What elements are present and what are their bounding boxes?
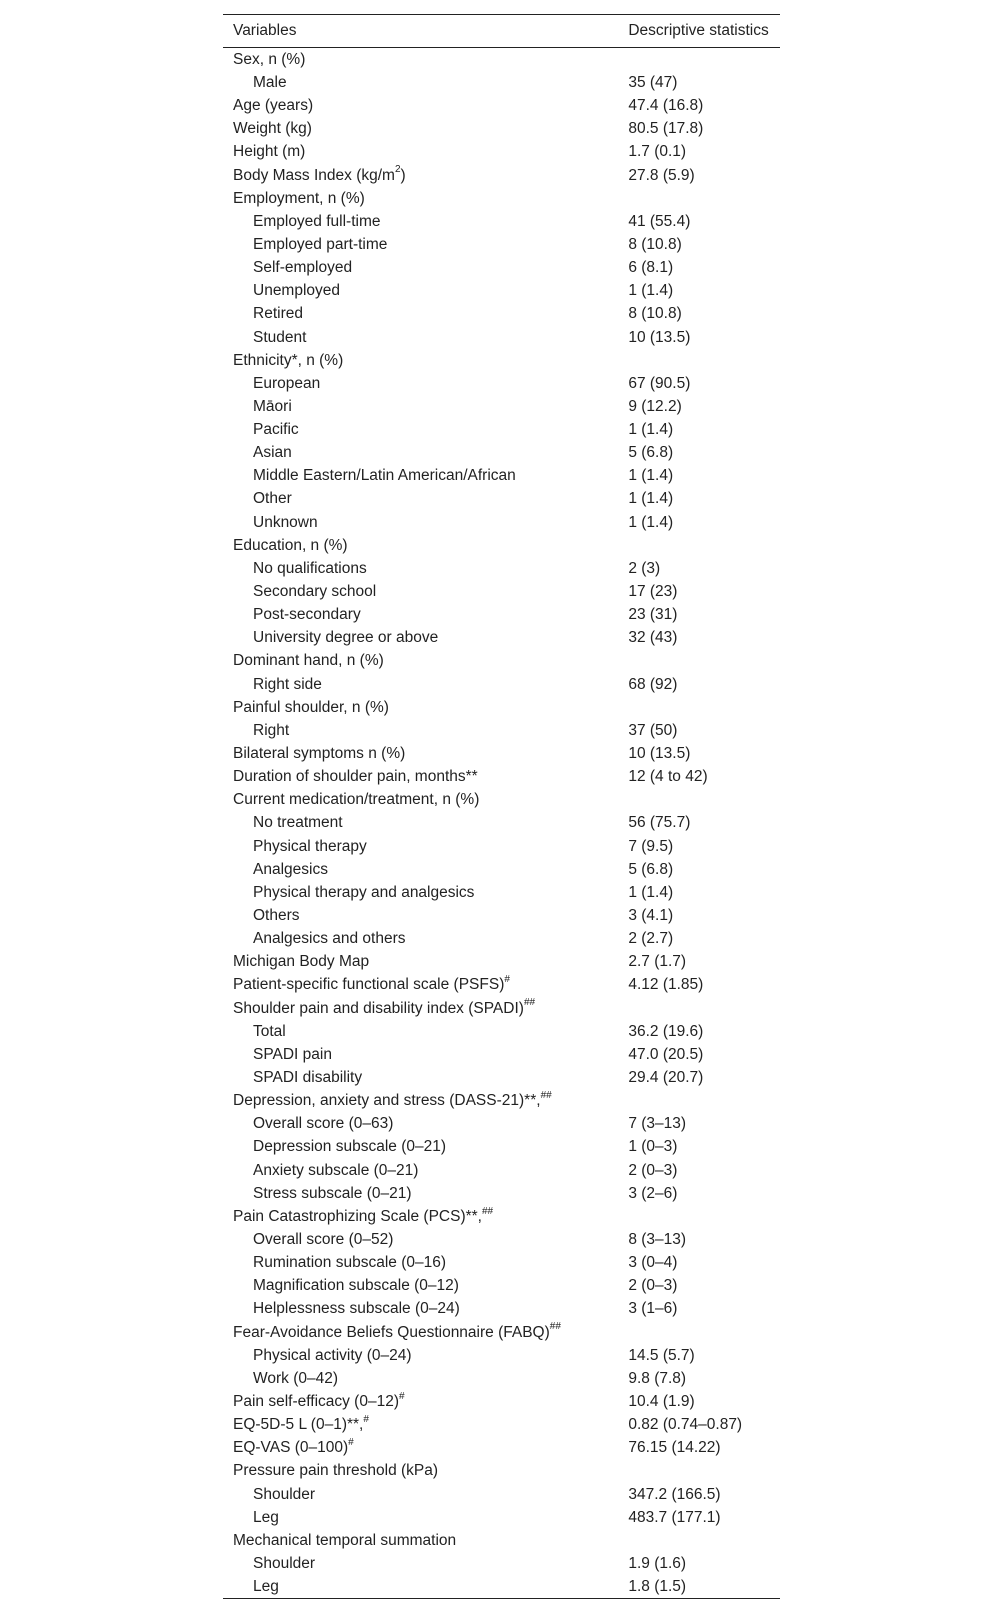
statistic-cell: 32 (43): [628, 629, 678, 647]
statistic-cell: 37 (50): [628, 721, 678, 739]
variable-label: Fear-Avoidance Beliefs Questionnaire (FABQ): [233, 1323, 550, 1341]
statistic-cell: 1 (1.4): [628, 467, 674, 485]
table-row: [223, 488, 780, 511]
variable-label: Retired: [253, 305, 303, 323]
variable-label: Other: [253, 490, 292, 508]
variable-cell: [223, 488, 618, 511]
statistic-cell: 7 (3–13): [628, 1115, 687, 1133]
variable-cell: [223, 557, 618, 580]
statistic-cell: 9.8 (7.8): [628, 1369, 687, 1387]
statistic-cell: 1 (1.4): [628, 421, 674, 439]
variable-label: Others: [253, 907, 300, 925]
table-row: [223, 418, 780, 441]
table-row: [223, 1089, 780, 1112]
variable-label: Michigan Body Map: [233, 953, 370, 971]
table-row: [223, 1529, 780, 1552]
variable-label: Overall score (0–63): [253, 1115, 394, 1133]
table-row: [223, 904, 780, 927]
variable-cell: [223, 465, 618, 488]
statistic-cell: 67 (90.5): [628, 374, 691, 392]
table-row: [223, 233, 780, 256]
variable-cell: [223, 858, 618, 881]
variable-label: Age (years): [233, 97, 314, 115]
table-row: [223, 1436, 780, 1459]
table-row: [223, 1298, 780, 1321]
variable-label: Physical therapy: [253, 837, 367, 855]
variable-cell: [223, 1529, 618, 1552]
variable-label: Painful shoulder, n (%): [233, 698, 389, 716]
statistic-cell: 35 (47): [628, 73, 678, 91]
variable-cell: [223, 580, 618, 603]
variable-cell: [223, 279, 618, 302]
variable-label: EQ-VAS (0–100): [233, 1439, 349, 1457]
table-row: [223, 1182, 780, 1205]
variable-label: Unemployed: [253, 282, 341, 300]
table-row: [223, 812, 780, 835]
statistic-cell: 1.8 (1.5): [628, 1578, 687, 1596]
statistic-cell: [618, 534, 780, 557]
variable-label: Leg: [253, 1508, 279, 1526]
statistic-cell: 68 (92): [628, 675, 678, 693]
variable-label-suffix: ): [400, 166, 406, 184]
footnote-marker: #: [504, 974, 510, 986]
variable-cell: [223, 1089, 618, 1112]
table-row: [223, 742, 780, 765]
table-row: [223, 789, 780, 812]
variable-label: Asian: [253, 444, 292, 462]
variable-cell: [223, 1436, 618, 1459]
variable-label: Māori: [253, 397, 292, 415]
variable-cell: [223, 1228, 618, 1251]
statistic-cell: 76.15 (14.22): [628, 1439, 721, 1457]
variable-label: Right: [253, 721, 290, 739]
variable-cell: [223, 71, 618, 94]
table-row: [223, 1483, 780, 1506]
statistic-cell: 347.2 (166.5): [628, 1485, 721, 1503]
table-row: [223, 210, 780, 233]
variable-cell: [223, 395, 618, 418]
variable-label: SPADI disability: [253, 1069, 363, 1086]
statistic-cell: 2 (0–3): [628, 1277, 678, 1295]
variable-label: Anxiety subscale (0–21): [253, 1161, 419, 1179]
variable-label: Depression, anxiety and stress (DASS-21)**,: [233, 1092, 541, 1110]
variable-cell: [223, 881, 618, 904]
variable-cell: [223, 117, 618, 140]
variable-cell: [223, 164, 618, 187]
statistic-cell: 2 (0–3): [628, 1161, 678, 1179]
variable-label: Body Mass Index (kg/m: [233, 166, 395, 184]
statistic-cell: 14.5 (5.7): [628, 1346, 695, 1364]
statistic-cell: 8 (3–13): [628, 1230, 687, 1248]
variable-label: Analgesics: [253, 860, 328, 878]
table-row: [223, 511, 780, 534]
variable-label: Stress subscale (0–21): [253, 1184, 412, 1202]
variable-label: Employed full-time: [253, 212, 381, 230]
statistic-cell: 5 (6.8): [628, 444, 674, 462]
variable-label: Employment, n (%): [233, 189, 365, 207]
statistic-cell: 2.7 (1.7): [628, 953, 687, 971]
variable-cell: [223, 997, 618, 1020]
variable-cell: [223, 1367, 618, 1390]
table-row: [223, 94, 780, 117]
variable-label: Total: [253, 1022, 286, 1040]
statistic-cell: 5 (6.8): [628, 860, 674, 878]
variable-cell: [223, 1020, 618, 1043]
statistic-cell: 17 (23): [628, 583, 678, 601]
descriptive-statistics-table: [223, 14, 780, 1599]
statistic-cell: [618, 789, 780, 812]
table-row: [223, 719, 780, 742]
variable-label: Rumination subscale (0–16): [253, 1254, 446, 1272]
statistic-cell: 1 (0–3): [628, 1138, 678, 1156]
variable-label: Current medication/treatment, n (%): [233, 791, 480, 809]
variable-cell: [223, 1274, 618, 1297]
table-row: [223, 395, 780, 418]
table-row: [223, 534, 780, 557]
variable-cell: [223, 789, 618, 812]
variable-cell: [223, 927, 618, 950]
variable-cell: [223, 141, 618, 164]
variable-label: Magnification subscale (0–12): [253, 1277, 459, 1295]
variable-label: Pacific: [253, 421, 299, 439]
table-row: [223, 279, 780, 302]
variable-cell: [223, 187, 618, 210]
table-row: [223, 673, 780, 696]
variable-cell: [223, 696, 618, 719]
statistic-cell: 47.0 (20.5): [628, 1045, 704, 1063]
variable-cell: [223, 418, 618, 441]
variable-cell: [223, 719, 618, 742]
table-row: [223, 1552, 780, 1575]
statistic-cell: [618, 997, 780, 1020]
variable-label: Depression subscale (0–21): [253, 1138, 446, 1156]
statistic-cell: 10.4 (1.9): [628, 1392, 695, 1410]
statistic-cell: 23 (31): [628, 606, 678, 624]
statistic-cell: 27.8 (5.9): [628, 166, 695, 184]
table-row: [223, 1274, 780, 1297]
descriptive-statistics-table-container: [223, 14, 780, 1599]
table-row: [223, 627, 780, 650]
table-row: [223, 117, 780, 140]
statistic-cell: [618, 349, 780, 372]
variable-cell: [223, 1506, 618, 1529]
variable-cell: [223, 1136, 618, 1159]
footnote-marker: ##: [523, 997, 536, 1009]
variable-cell: [223, 1066, 618, 1089]
statistic-cell: 1 (1.4): [628, 883, 674, 901]
table-row: [223, 372, 780, 395]
table-row: [223, 696, 780, 719]
variable-cell: [223, 1251, 618, 1274]
variable-label: Physical activity (0–24): [253, 1346, 412, 1364]
variable-label: Pressure pain threshold (kPa): [233, 1462, 439, 1480]
statistic-cell: [618, 1460, 780, 1483]
header-variables: Variables: [233, 22, 297, 39]
table-row: [223, 465, 780, 488]
variable-cell: [223, 1205, 618, 1228]
statistic-cell: [618, 696, 780, 719]
table-row: [223, 441, 780, 464]
table-row: [223, 1390, 780, 1413]
table-row: [223, 1506, 780, 1529]
variable-label: Unknown: [253, 513, 318, 531]
table-row: [223, 48, 780, 72]
statistic-cell: 47.4 (16.8): [628, 97, 704, 115]
variable-cell: [223, 372, 618, 395]
statistic-cell: 12 (4 to 42): [628, 768, 708, 786]
variable-label: Leg: [253, 1578, 279, 1596]
variable-label: Education, n (%): [233, 536, 348, 554]
statistic-cell: 4.12 (1.85): [628, 976, 704, 994]
variable-label: Patient-specific functional scale (PSFS): [233, 976, 505, 994]
variable-cell: [223, 904, 618, 927]
variable-cell: [223, 326, 618, 349]
variable-cell: [223, 1390, 618, 1413]
variable-label: Ethnicity*, n (%): [233, 351, 344, 369]
footnote-marker: #: [363, 1413, 369, 1425]
variable-label: Employed part-time: [253, 235, 388, 253]
variable-cell: [223, 1159, 618, 1182]
table-row: [223, 765, 780, 788]
footnote-marker: ##: [540, 1089, 552, 1101]
variable-cell: [223, 673, 618, 696]
variable-label: Duration of shoulder pain, months**: [233, 768, 478, 786]
variable-label: SPADI pain: [253, 1045, 332, 1063]
variable-label: Weight (kg): [233, 120, 312, 138]
table-row: [223, 1043, 780, 1066]
variable-cell: [223, 349, 618, 372]
statistic-cell: 6 (8.1): [628, 259, 674, 277]
statistic-cell: 10 (13.5): [628, 328, 691, 346]
variable-cell: [223, 742, 618, 765]
variable-cell: [223, 627, 618, 650]
variable-cell: [223, 1043, 618, 1066]
variable-label: Student: [253, 328, 307, 346]
header-descriptive-statistics: Descriptive statistics: [628, 22, 769, 39]
statistic-cell: 1.7 (0.1): [628, 143, 687, 161]
statistic-cell: 1 (1.4): [628, 282, 674, 300]
variable-cell: [223, 974, 618, 997]
statistic-cell: 7 (9.5): [628, 837, 674, 855]
variable-cell: [223, 835, 618, 858]
statistic-cell: [618, 1529, 780, 1552]
variable-label: Analgesics and others: [253, 930, 406, 948]
table-row: [223, 1205, 780, 1228]
variable-cell: [223, 1460, 618, 1483]
variable-cell: [223, 303, 618, 326]
statistic-cell: [618, 187, 780, 210]
table-row: [223, 881, 780, 904]
table-row: [223, 71, 780, 94]
variable-cell: [223, 534, 618, 557]
statistic-cell: 10 (13.5): [628, 745, 691, 763]
variable-label: European: [253, 374, 321, 392]
variable-cell: [223, 441, 618, 464]
statistic-cell: [618, 1205, 780, 1228]
table-row: [223, 974, 780, 997]
statistic-cell: 1 (1.4): [628, 490, 674, 508]
table-row: [223, 1066, 780, 1089]
statistic-cell: 1 (1.4): [628, 513, 674, 531]
variable-cell: [223, 1344, 618, 1367]
variable-label: Bilateral symptoms n (%): [233, 745, 406, 763]
table-row: [223, 256, 780, 279]
table-row: [223, 1575, 780, 1599]
variable-label: Helplessness subscale (0–24): [253, 1300, 460, 1318]
table-row: [223, 950, 780, 973]
table-row: [223, 603, 780, 626]
variable-cell: [223, 94, 618, 117]
statistic-cell: 41 (55.4): [628, 212, 691, 230]
statistic-cell: [618, 48, 780, 72]
variable-label: No qualifications: [253, 559, 367, 577]
table-row: [223, 997, 780, 1020]
variable-label: Dominant hand, n (%): [233, 652, 384, 670]
table-row: [223, 1367, 780, 1390]
variable-label: Secondary school: [253, 583, 377, 601]
footnote-marker: 2: [394, 164, 401, 176]
table-row: [223, 650, 780, 673]
variable-label: Work (0–42): [253, 1369, 338, 1387]
table-row: [223, 1020, 780, 1043]
table-body: [223, 48, 780, 1599]
table-row: [223, 303, 780, 326]
table-row: [223, 1460, 780, 1483]
statistic-cell: [618, 650, 780, 673]
statistic-cell: 80.5 (17.8): [628, 120, 704, 138]
table-row: [223, 927, 780, 950]
statistic-cell: 0.82 (0.74–0.87): [628, 1416, 743, 1434]
statistic-cell: 8 (10.8): [628, 305, 682, 323]
variable-label: Overall score (0–52): [253, 1230, 394, 1248]
variable-cell: [223, 210, 618, 233]
variable-label: Height (m): [233, 143, 306, 161]
table-row: [223, 580, 780, 603]
variable-label: Shoulder: [253, 1485, 316, 1503]
table-header-row: [223, 15, 780, 48]
variable-cell: [223, 1413, 618, 1436]
table-row: [223, 1112, 780, 1135]
statistic-cell: 2 (2.7): [628, 930, 674, 948]
table-row: [223, 187, 780, 210]
statistic-cell: 56 (75.7): [628, 814, 691, 832]
statistic-cell: 3 (0–4): [628, 1254, 678, 1272]
variable-label: University degree or above: [253, 629, 439, 647]
variable-label: No treatment: [253, 814, 343, 832]
variable-label: Mechanical temporal summation: [233, 1531, 457, 1549]
table-row: [223, 349, 780, 372]
statistic-cell: 8 (10.8): [628, 235, 682, 253]
statistic-cell: 2 (3): [628, 559, 661, 577]
variable-label: Pain self-efficacy (0–12): [233, 1392, 399, 1410]
statistic-cell: 3 (2–6): [628, 1184, 678, 1202]
footnote-marker: #: [348, 1437, 354, 1449]
table-row: [223, 557, 780, 580]
variable-cell: [223, 48, 618, 72]
variable-label: Shoulder: [253, 1554, 316, 1572]
variable-label: Middle Eastern/Latin American/African: [253, 467, 516, 485]
footnote-marker: ##: [481, 1205, 494, 1217]
variable-cell: [223, 812, 618, 835]
variable-label: Post-secondary: [253, 606, 361, 624]
table-row: [223, 141, 780, 164]
variable-cell: [223, 1112, 618, 1135]
variable-cell: [223, 765, 618, 788]
statistic-cell: 3 (1–6): [628, 1300, 678, 1318]
variable-label: Self-employed: [253, 259, 353, 277]
variable-label: Shoulder pain and disability index (SPADI): [233, 999, 524, 1017]
table-row: [223, 1159, 780, 1182]
statistic-cell: [618, 1321, 780, 1344]
variable-cell: [223, 950, 618, 973]
variable-cell: [223, 650, 618, 673]
variable-label: Pain Catastrophizing Scale (PCS)**,: [233, 1207, 482, 1225]
variable-cell: [223, 1483, 618, 1506]
table-row: [223, 326, 780, 349]
variable-label: Male: [253, 73, 287, 91]
table-row: [223, 1344, 780, 1367]
statistic-cell: 1.9 (1.6): [628, 1554, 687, 1572]
table-row: [223, 1251, 780, 1274]
variable-cell: [223, 1552, 618, 1575]
statistic-cell: 9 (12.2): [628, 397, 682, 415]
variable-label: Right side: [253, 675, 322, 693]
table-row: [223, 1136, 780, 1159]
variable-label: EQ-5D-5 L (0–1)**,: [233, 1416, 364, 1434]
variable-cell: [223, 1298, 618, 1321]
table-row: [223, 858, 780, 881]
statistic-cell: 29.4 (20.7): [628, 1069, 704, 1086]
variable-cell: [223, 1575, 618, 1599]
variable-label: Physical therapy and analgesics: [253, 883, 475, 901]
variable-cell: [223, 511, 618, 534]
table-row: [223, 164, 780, 187]
table-row: [223, 835, 780, 858]
variable-label: Sex, n (%): [233, 50, 306, 68]
variable-cell: [223, 233, 618, 256]
table-row: [223, 1321, 780, 1344]
variable-cell: [223, 256, 618, 279]
footnote-marker: #: [399, 1390, 405, 1402]
variable-cell: [223, 603, 618, 626]
statistic-cell: [618, 1089, 780, 1112]
statistic-cell: 3 (4.1): [628, 907, 674, 925]
statistic-cell: 36.2 (19.6): [628, 1022, 704, 1040]
statistic-cell: 483.7 (177.1): [628, 1508, 721, 1526]
footnote-marker: ##: [549, 1321, 561, 1333]
table-row: [223, 1228, 780, 1251]
variable-cell: [223, 1321, 618, 1344]
variable-cell: [223, 1182, 618, 1205]
table-row: [223, 1413, 780, 1436]
